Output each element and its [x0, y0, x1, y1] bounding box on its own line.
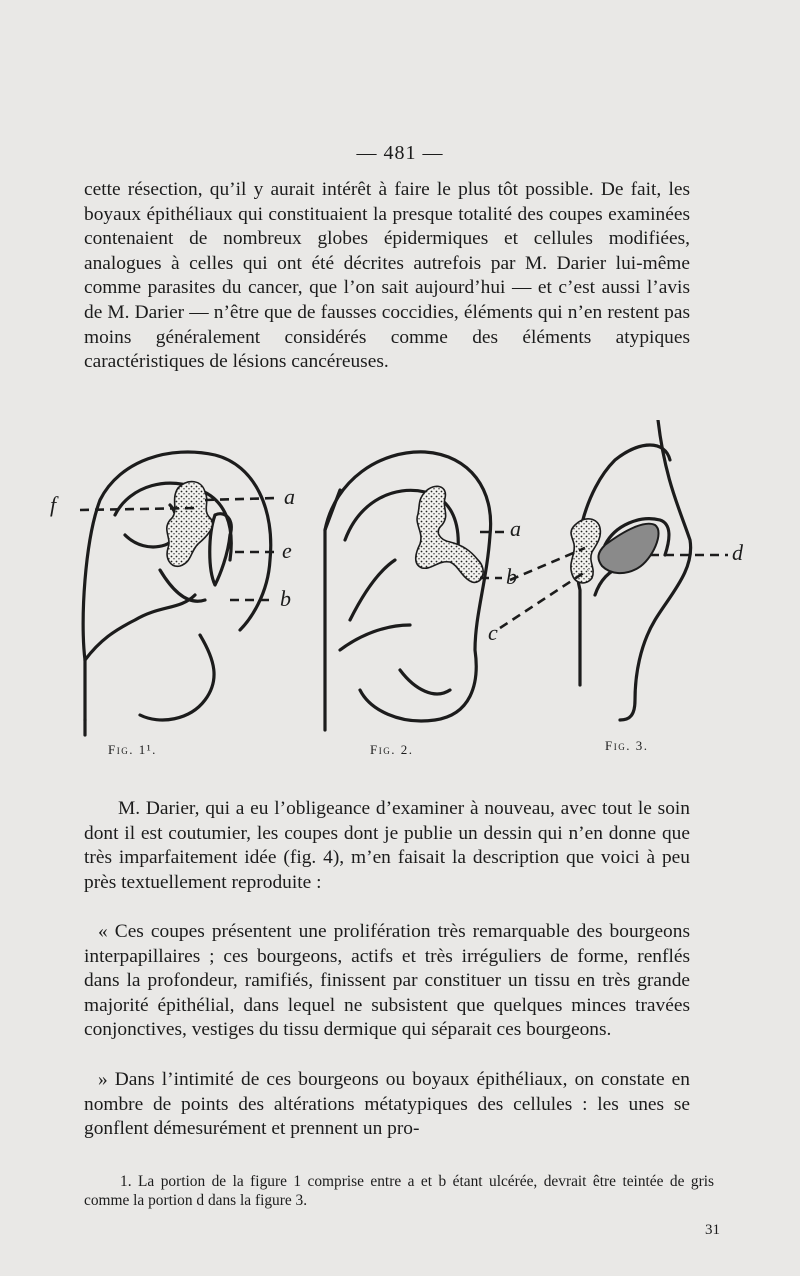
fig3-lesion-stippled	[571, 519, 601, 583]
fig3-caption: Fig. 3.	[605, 738, 649, 753]
fig2-ear-drawing	[325, 452, 491, 730]
fig2-label-c: c	[488, 620, 498, 645]
ear-drawings	[40, 420, 780, 765]
page-number: — 481 —	[356, 142, 444, 164]
fig2-label-b: b	[506, 564, 517, 589]
fig1-caption: Fig. 1¹.	[108, 742, 157, 757]
footnote: 1. La portion de la figure 1 comprise entre a et b étant ulcérée, devrait être teintée de gris comme la portion d dans la figure 3.	[84, 1173, 714, 1209]
fig3-label-d: d	[732, 540, 743, 565]
fig2-lesion	[416, 486, 483, 582]
fig1-label-b: b	[280, 586, 291, 611]
fig1-lesion	[167, 482, 213, 567]
paragraph-3: « Ces coupes présentent une prolifération très remarquable des bourgeons interpapillaires ; ces bourgeons, actifs et très irréguliers de forme, renflés dans la profondeur, ramifiés, finissent par constituer un tissu en très grande majorité épithélial, dans lequel ne subsistent que quelques minces travées conjonctives, vestiges du tissu dermique qui séparait ces bourgeons.	[84, 921, 690, 1041]
paragraph-1: cette résection, qu’il y aurait intérêt à faire le plus tôt possible. De fait, les boyaux épithéliaux qui constituaient la presque totalité des coupes examinées contenaient de nombreux globes épidermiques et cellules modifiées, analogues à celles qui ont été décrites autrefois par M. Darier lui-même comme parasites du cancer, que l’on sait aujourd’hui — et c’est aussi l’avis de M. Darier — n’être que de fausses coccidies, éléments qui n’en restent pas moins généralement considérés comme des éléments atypiques caractéristiques de lésions cancéreuses.	[84, 179, 690, 373]
fig1-label-f: f	[50, 492, 57, 517]
ear-figures	[40, 420, 780, 765]
fig3-lesion-grey	[598, 524, 658, 573]
fig2-caption: Fig. 2.	[370, 742, 414, 757]
fig2-label-a: a	[510, 516, 521, 541]
sheet-number: 31	[705, 1222, 720, 1238]
fig1-label-a: a	[284, 484, 295, 509]
paragraph-4: » Dans l’intimité de ces bourgeons ou boyaux épithéliaux, on constate en nombre de points des altérations métatypiques des cellules : les unes se gonflent démesurément et prennent un pro-	[84, 1069, 690, 1140]
paragraph-2: M. Darier, qui a eu l’obligeance d’examiner à nouveau, avec tout le soin dont il est coutumier, les coupes dont je publie un dessin qui n’en donne que très imparfaitement idée (fig. 4), m’en faisait la description que voici à peu près textuellement reproduite :	[84, 798, 690, 893]
fig1-label-e: e	[282, 538, 292, 563]
